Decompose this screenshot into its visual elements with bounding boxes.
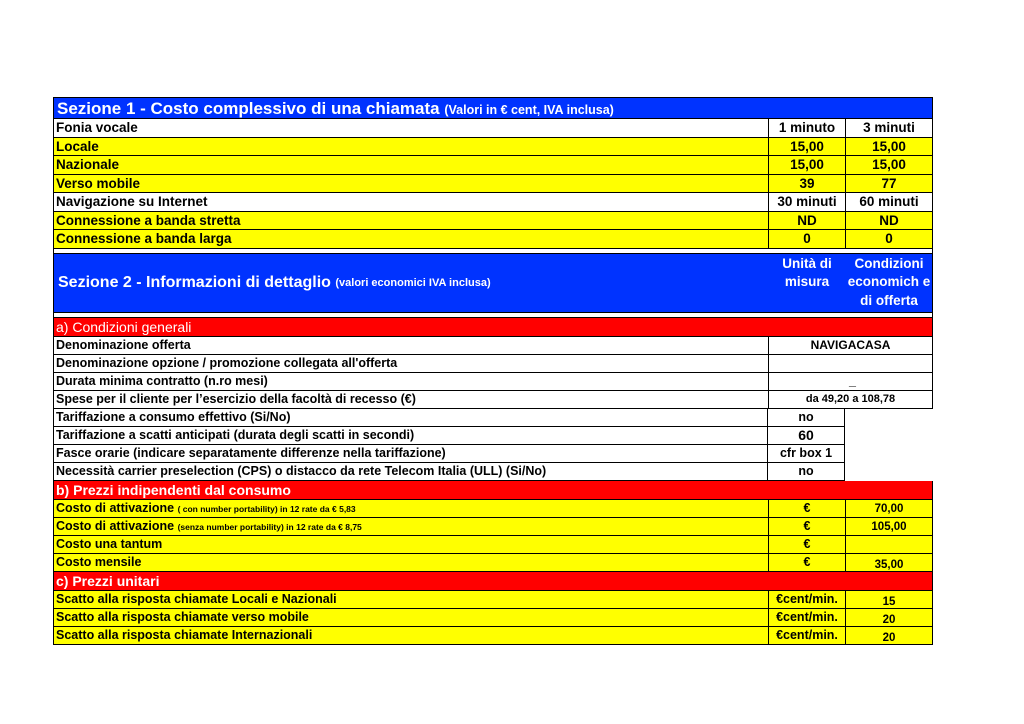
internet-header-row (53, 193, 933, 212)
fonia-header-row (53, 119, 933, 138)
section2-header (53, 254, 933, 313)
row-value (845, 591, 932, 608)
table-row (53, 337, 933, 355)
row-col2: ND (845, 212, 932, 230)
row-unit: € (768, 536, 845, 553)
fonia-col2: 3 minuti (845, 119, 932, 137)
row-value (845, 627, 932, 644)
table-row (53, 463, 845, 481)
row-col2: 15,00 (845, 156, 932, 174)
table-row (53, 230, 933, 249)
table-row (53, 445, 845, 463)
row-label: Tariffazione a consumo effettivo (Si/No) (56, 409, 291, 424)
table-row (53, 175, 933, 194)
row-value-text: 15 (882, 595, 896, 608)
section-b-header (53, 481, 933, 500)
row-col2: 15,00 (845, 138, 932, 156)
row-label: Durata minima contratto (n.ro mesi) (56, 373, 268, 388)
section-a-title: a) Condizioni generali (56, 318, 192, 335)
row-value: cfr box 1 (767, 445, 844, 462)
section-c-title: c) Prezzi unitari (56, 572, 160, 589)
table-row (53, 536, 933, 554)
row-col1: 0 (768, 230, 845, 248)
row-value-text: 105,00 (871, 520, 907, 533)
row-label: Scatto alla risposta chiamate Internazionali (56, 627, 313, 642)
section1-title: Sezione 1 - Costo complessivo di una chiamata (57, 99, 440, 118)
row-label: Scatto alla risposta chiamate verso mobile (56, 609, 309, 624)
table-row (53, 609, 933, 627)
row-label: Connessione a banda stretta (56, 212, 241, 228)
row-label: Spese per il cliente per l’esercizio della facoltà di recesso (€) (56, 391, 416, 406)
fonia-col1: 1 minuto (768, 119, 845, 137)
table-row (53, 518, 933, 536)
table-row (53, 156, 933, 175)
table-row (53, 138, 933, 157)
table-row (53, 554, 933, 572)
section1-subtitle: (Valori in € cent, IVA inclusa) (444, 103, 614, 117)
row-label: Locale (56, 138, 99, 154)
row-col1: 15,00 (768, 138, 845, 156)
row-value (845, 554, 932, 571)
row-col2: 0 (845, 230, 932, 248)
row-label: Verso mobile (56, 175, 141, 191)
internet-label: Navigazione su Internet (56, 194, 208, 209)
row-label: Costo una tantum (56, 536, 163, 551)
row-label: Connessione a banda larga (56, 231, 232, 246)
row-label: Nazionale (56, 157, 120, 172)
table-row (53, 627, 933, 645)
row-unit: € (768, 554, 845, 571)
internet-col1: 30 minuti (768, 193, 845, 211)
row-label: Costo di attivazione (56, 518, 175, 533)
section1-header (53, 97, 933, 119)
row-label: Necessità carrier preselection (CPS) o distacco da rete Telecom Italia (ULL) (Si/No) (56, 463, 547, 478)
table-row (53, 591, 933, 609)
table-row (53, 212, 933, 231)
row-label: Denominazione opzione / promozione collegata all'offerta (56, 355, 398, 370)
row-value: no (767, 409, 844, 426)
row-value (768, 355, 932, 372)
section2-subtitle: (valori economici IVA inclusa) (335, 276, 491, 289)
fonia-label: Fonia vocale (56, 120, 138, 135)
row-label: Costo mensile (56, 554, 142, 569)
row-label-wrap (54, 518, 768, 535)
row-value-text: 35,00 (874, 558, 904, 571)
row-note: ( con number portability) in 12 rate da € 5,83 (177, 503, 356, 514)
row-value (845, 518, 932, 535)
row-col1: 39 (768, 175, 845, 193)
row-value: _ (768, 373, 932, 390)
table-row (53, 391, 933, 409)
table-row (53, 355, 933, 373)
table-row (53, 373, 933, 391)
section2-title: Sezione 2 - Informazioni di dettaglio (58, 273, 331, 291)
table-row (53, 409, 845, 427)
row-label: Costo di attivazione (56, 500, 175, 515)
row-unit: €cent/min. (768, 627, 845, 644)
row-value-text: 70,00 (874, 502, 904, 515)
row-label: Fasce orarie (indicare separatamente differenze nella tariffazione) (56, 445, 446, 460)
row-label-wrap (54, 500, 768, 517)
section-c-header (53, 572, 933, 591)
section2-unit-header: Unità di misura (768, 254, 845, 312)
row-unit: € (768, 500, 845, 517)
spreadsheet (53, 97, 933, 645)
row-col1: 15,00 (768, 156, 845, 174)
row-value: NAVIGACASA (768, 337, 932, 354)
section1-title-wrap (54, 98, 614, 118)
row-col2: 77 (845, 175, 932, 193)
row-value (845, 609, 932, 626)
table-row (53, 427, 845, 445)
internet-col2: 60 minuti (845, 193, 932, 211)
row-col1: ND (768, 212, 845, 230)
row-label: Denominazione offerta (56, 337, 191, 352)
row-value: da 49,20 a 108,78 (768, 391, 932, 408)
row-label: Tariffazione a scatti anticipati (durata degli scatti in secondi) (56, 427, 415, 442)
row-unit: €cent/min. (768, 609, 845, 626)
section-a-header (53, 318, 933, 337)
row-unit: € (768, 518, 845, 535)
row-note: (senza number portability) in 12 rate da € 8,75 (177, 521, 362, 532)
section2-cond-header: Condizioni economich e di offerta (845, 254, 932, 312)
section2-title-wrap (54, 254, 768, 312)
row-label: Scatto alla risposta chiamate Locali e Nazionali (56, 591, 337, 606)
row-value-text: 20 (882, 613, 896, 626)
row-value (845, 536, 932, 553)
section-b-title: b) Prezzi indipendenti dal consumo (56, 481, 291, 498)
row-unit: €cent/min. (768, 591, 845, 608)
row-value: 60 (767, 427, 844, 444)
row-value (845, 500, 932, 517)
row-value-text: 20 (882, 631, 896, 644)
row-value: no (767, 463, 844, 480)
table-row (53, 500, 933, 518)
